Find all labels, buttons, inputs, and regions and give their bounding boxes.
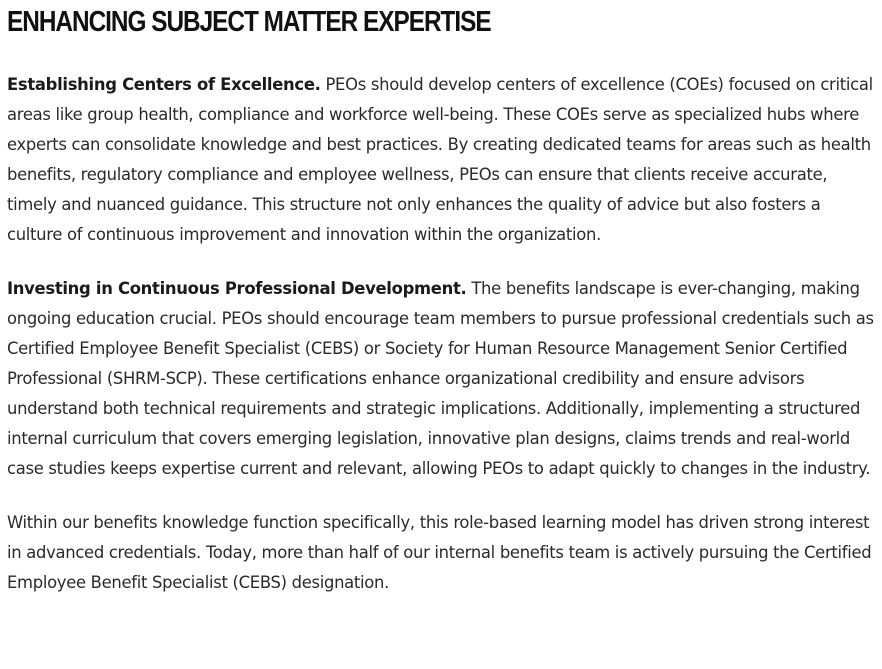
paragraph-professional-development bbox=[7, 274, 879, 484]
paragraph-centers-of-excellence bbox=[7, 70, 879, 250]
paragraph-lead: Establishing Centers of Excellence. bbox=[7, 75, 321, 94]
section-heading: ENHANCING SUBJECT MATTER EXPERTISE bbox=[7, 6, 491, 38]
paragraph-body: The benefits landscape is ever-changing, making ongoing education crucial. PEOs should encourage team members to pursue professional credentials such as Certified Employee Benefit Specialist (CEBS) or Society for Human Resource Management Senior Certified Professional (SHRM-SCP). These certifications enhance organizational credibility and ensure advisors understand both technical requirements and strategic implications. Additionally, implementing a structured internal curriculum that covers emerging legislation, innovative plan designs, claims trends and real-world case studies keeps expertise current and relevant, allowing PEOs to adapt quickly to changes in the industry. bbox=[7, 279, 874, 478]
article bbox=[7, 0, 879, 598]
paragraph-lead: Investing in Continuous Professional Development. bbox=[7, 279, 467, 298]
paragraph-credentials bbox=[7, 508, 879, 598]
paragraph-body: PEOs should develop centers of excellence (COEs) focused on critical areas like group health, compliance and workforce well-being. These COEs serve as specialized hubs where experts can consolidate knowledge and best practices. By creating dedicated teams for areas such as health benefits, regulatory compliance and employee wellness, PEOs can ensure that clients receive accurate, timely and nuanced guidance. This structure not only enhances the quality of advice but also fosters a culture of continuous improvement and innovation within the organization. bbox=[7, 75, 873, 244]
paragraph-body: Within our benefits knowledge function specifically, this role-based learning model has driven strong interest in advanced credentials. Today, more than half of our internal benefits team is actively pursuing the Certified Employee Benefit Specialist (CEBS) designation. bbox=[7, 513, 872, 592]
